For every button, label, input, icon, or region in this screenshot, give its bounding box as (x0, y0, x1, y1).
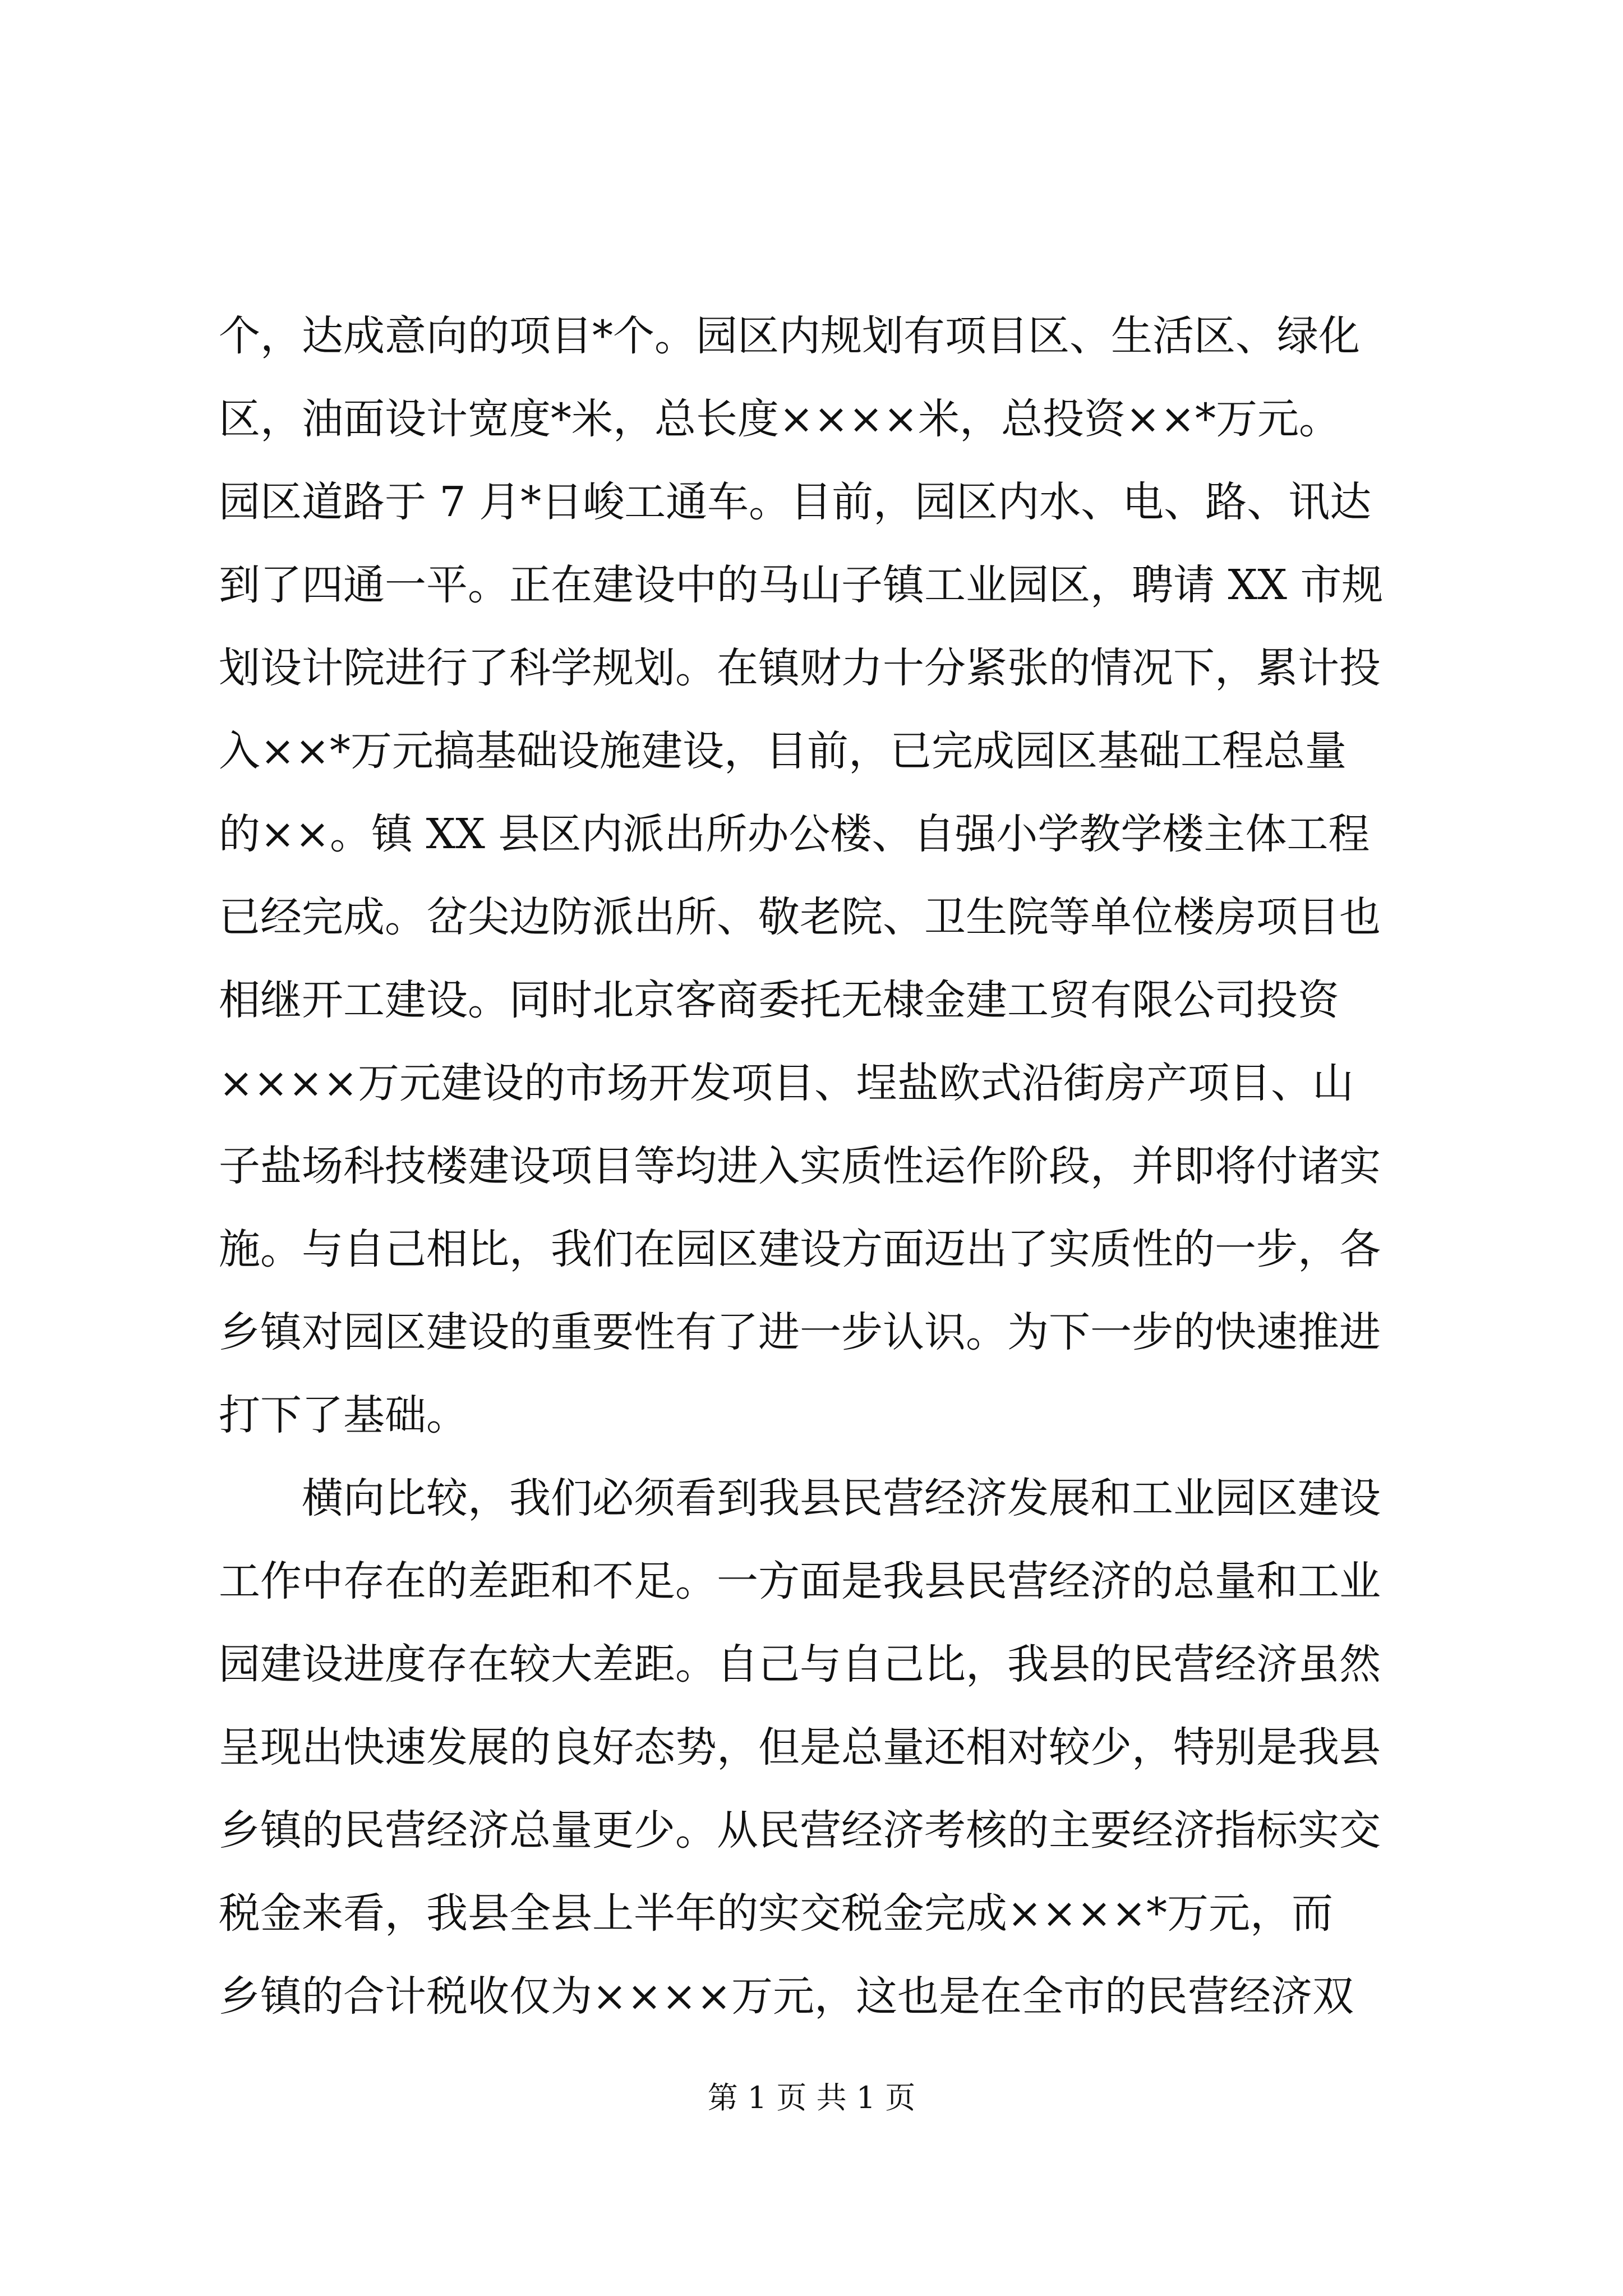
text-line: ××××万元建设的市场开发项目、埕盐欧式沿街房产项目、山 (219, 1059, 1354, 1107)
text-line: 子盐场科技楼建设项目等均进入实质性运作阶段，并即将付诸实 (219, 1142, 1381, 1190)
page-number-label: 第 1 页 共 1 页 (707, 2080, 916, 2115)
text-line: 打下了基础。 (219, 1391, 468, 1439)
text-line: 园建设进度存在较大差距。自己与自己比，我县的民营经济虽然 (219, 1640, 1381, 1688)
text-line: 呈现出快速发展的良好态势，但是总量还相对较少，特别是我县 (219, 1723, 1381, 1772)
text-line: 区，油面设计宽度*米，总长度××××米，总投资××*万元。 (219, 395, 1341, 443)
paragraph-first-line: 横向比较，我们必须看到我县民营经济发展和工业园区建设 (302, 1474, 1381, 1522)
text-line: 已经完成。岔尖边防派出所、敬老院、卫生院等单位楼房项目也 (219, 893, 1381, 941)
body-text (219, 295, 1424, 2038)
text-line: 划设计院进行了科学规划。在镇财力十分紧张的情况下，累计投 (219, 644, 1381, 692)
text-line: 乡镇的民营经济总量更少。从民营经济考核的主要经济指标实交 (219, 1806, 1381, 1855)
text-line: 相继开工建设。同时北京客商委托无棣金建工贸有限公司投资 (219, 976, 1339, 1024)
text-line: 入××*万元搞基础设施建设，目前，已完成园区基础工程总量 (219, 727, 1347, 775)
text-line: 的××。镇 XX 县区内派出所办公楼、自强小学教学楼主体工程 (219, 810, 1370, 858)
text-line: 到了四通一平。正在建设中的马山子镇工业园区，聘请 XX 市规 (219, 561, 1384, 609)
text-line: 个，达成意向的项目*个。园区内规划有项目区、生活区、绿化 (219, 312, 1360, 360)
text-line: 施。与自己相比，我们在园区建设方面迈出了实质性的一步，各 (219, 1225, 1381, 1273)
text-line: 乡镇的合计税收仅为××××万元，这也是在全市的民营经济双 (219, 1972, 1354, 2021)
text-line: 税金来看，我县全县上半年的实交税金完成××××*万元，而 (219, 1889, 1334, 1938)
page-footer (0, 2076, 1623, 2120)
text-line: 园区道路于 7 月*日峻工通车。目前，园区内水、电、路、讯达 (219, 478, 1372, 526)
text-line: 工作中存在的差距和不足。一方面是我县民营经济的总量和工业 (219, 1557, 1381, 1605)
text-line: 乡镇对园区建设的重要性有了进一步认识。为下一步的快速推进 (219, 1308, 1381, 1356)
